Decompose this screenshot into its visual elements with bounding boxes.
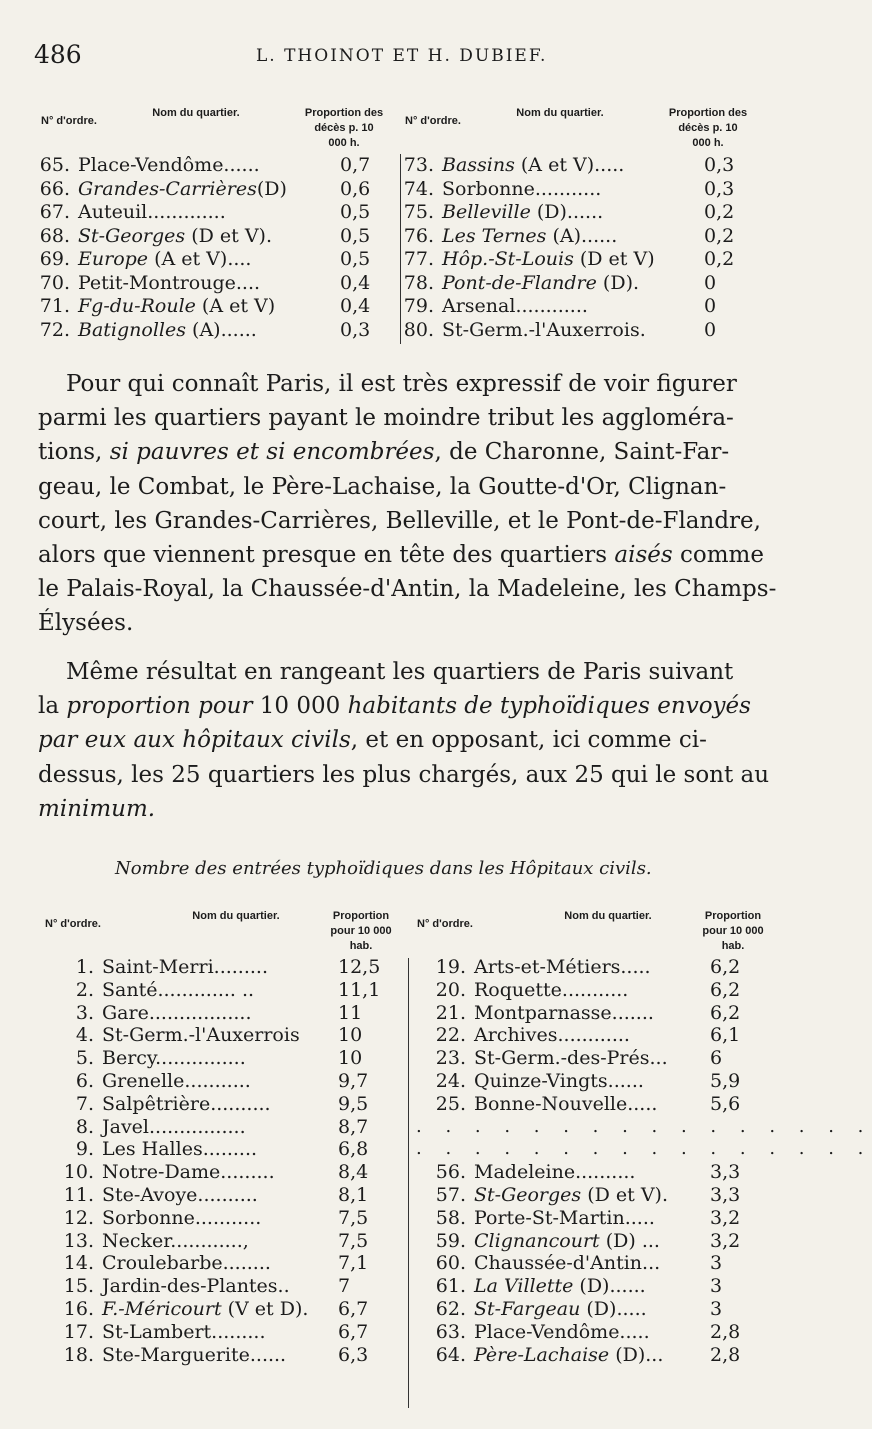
proportion-value: 10 <box>338 1024 363 1047</box>
text-line: minimum. <box>38 795 156 822</box>
row-number: 14. <box>63 1252 94 1275</box>
row-number: 65. <box>39 154 70 176</box>
row-number: 72. <box>39 318 70 341</box>
proportion-value: 9,7 <box>338 1070 369 1092</box>
quartier-name: Père-Lachaise (D)... <box>474 1343 664 1366</box>
quartier-name: Montparnasse....... <box>474 1001 654 1024</box>
row-number: 24. <box>435 1070 466 1092</box>
table-caption: Nombre des entrées typhoïdiques dans les Hôpitaux civils. <box>115 858 652 879</box>
proportion-value: 0 <box>704 295 717 317</box>
quartier-name: Jardin-des-Plantes.. <box>102 1275 290 1298</box>
proportion-value: 3 <box>710 1275 723 1298</box>
proportion-value: 5,9 <box>710 1070 741 1092</box>
row-number: 76. <box>403 224 434 247</box>
quartier-name: Sorbonne........... <box>102 1206 262 1229</box>
proportion-value: 3 <box>710 1298 723 1320</box>
row-number: 18. <box>63 1343 94 1366</box>
proportion-value: 0,5 <box>340 224 371 247</box>
quartier-name: Bonne-Nouvelle..... <box>474 1092 658 1115</box>
row-number: 59. <box>435 1229 466 1252</box>
proportion-value: 7,1 <box>338 1252 369 1275</box>
text-line: alors que viennent presque en tête des quartiers aisés comme <box>38 541 764 568</box>
row-number: 1. <box>75 956 94 978</box>
row-number: 8. <box>75 1115 94 1138</box>
row-number: 16. <box>63 1298 94 1320</box>
proportion-value: 6,7 <box>338 1320 369 1343</box>
row-number: 6. <box>75 1070 94 1092</box>
quartier-name: Petit-Montrouge.... <box>78 271 261 294</box>
quartier-name: F.-Méricourt (V et D). <box>102 1298 309 1320</box>
proportion-value: 0,3 <box>340 318 371 341</box>
row-number: 74. <box>403 177 434 200</box>
row-number: 23. <box>435 1047 466 1070</box>
proportion-value: 10 <box>338 1047 363 1070</box>
quartier-name: St-Germ.-l'Auxerrois <box>102 1024 300 1047</box>
proportion-value: 7,5 <box>338 1229 369 1252</box>
text-line: Élysées. <box>38 610 134 637</box>
row-number: 80. <box>403 318 434 341</box>
row-number: 60. <box>435 1252 466 1275</box>
header-name: Nom du quartier. <box>516 107 604 119</box>
row-number: 58. <box>435 1206 466 1229</box>
quartier-name: Arsenal............ <box>442 295 588 317</box>
proportion-value: 8,4 <box>338 1161 369 1184</box>
quartier-name: Chaussée-d'Antin... <box>474 1252 661 1275</box>
proportion-value: 0,5 <box>340 201 371 223</box>
proportion-value: 3 <box>710 1252 723 1275</box>
quartier-name: Notre-Dame......... <box>102 1161 275 1184</box>
proportion-value: 2,8 <box>710 1320 741 1343</box>
quartier-name: Madeleine.......... <box>474 1161 636 1184</box>
proportion-value: 3,2 <box>710 1229 741 1252</box>
quartier-name: Belleville (D)...... <box>442 201 604 223</box>
header-proportion: Proportion des décès p. 10 000 h. <box>304 107 384 149</box>
quartier-name: Bassins (A et V)..... <box>442 154 625 176</box>
quartier-name: Auteuil............. <box>78 201 226 223</box>
quartier-name: Javel................ <box>102 1115 246 1138</box>
quartier-name: Hôp.-St-Louis (D et V) <box>442 248 655 270</box>
proportion-value: 0,4 <box>340 271 371 294</box>
row-number: 15. <box>63 1275 94 1298</box>
row-number: 17. <box>63 1320 94 1343</box>
quartier-name: Santé............. .. <box>102 978 255 1001</box>
row-number: 73. <box>403 154 434 176</box>
text-line: Pour qui connaît Paris, il est très expressif de voir figurer <box>66 371 737 397</box>
quartier-name: Clignancourt (D) ... <box>474 1229 660 1252</box>
row-number: 21. <box>435 1001 466 1024</box>
table-deaths <box>36 84 766 354</box>
proportion-value: 0,6 <box>340 177 371 200</box>
quartier-name: Les Halles......... <box>102 1138 258 1161</box>
quartier-name: Croulebarbe........ <box>102 1252 271 1275</box>
quartier-name: Arts-et-Métiers..... <box>474 956 651 978</box>
header-number: N° d'ordre. <box>41 115 97 127</box>
row-number: 12. <box>63 1206 94 1229</box>
quartier-name: Place-Vendôme...... <box>78 154 260 176</box>
header-name: Nom du quartier. <box>564 910 652 922</box>
row-number: 19. <box>435 956 466 978</box>
proportion-value: 6,2 <box>710 956 741 978</box>
quartier-name: St-Georges (D et V). <box>78 224 272 247</box>
proportion-value: 12,5 <box>338 956 381 978</box>
row-number: 61. <box>435 1275 466 1298</box>
ellipsis-row: . . . . . . . . . . . . . . . . <box>416 1138 872 1160</box>
quartier-name: Archives............ <box>474 1024 630 1047</box>
proportion-value: 2,8 <box>710 1343 741 1366</box>
proportion-value: 7 <box>338 1275 351 1298</box>
quartier-name: Roquette........... <box>474 978 629 1001</box>
row-number: 9. <box>75 1138 94 1161</box>
quartier-name: Grenelle........... <box>102 1070 251 1092</box>
row-number: 67. <box>39 201 70 223</box>
quartier-name: St-Germ.-des-Prés... <box>474 1047 668 1070</box>
table-hospital-entries <box>36 890 872 1410</box>
proportion-value: 11 <box>338 1001 363 1024</box>
row-number: 62. <box>435 1298 466 1320</box>
row-number: 66. <box>39 177 70 200</box>
row-number: 64. <box>435 1343 466 1366</box>
quartier-name: St-Georges (D et V). <box>474 1184 668 1206</box>
row-number: 13. <box>63 1229 94 1252</box>
header-proportion: Proportion des décès p. 10 000 h. <box>668 107 748 149</box>
quartier-name: Europe (A et V).... <box>78 248 252 270</box>
row-number: 11. <box>63 1184 94 1206</box>
proportion-value: 0,3 <box>704 154 735 176</box>
quartier-name: Fg-du-Roule (A et V) <box>78 295 276 317</box>
paragraph-1 <box>38 367 777 641</box>
text-line: parmi les quartiers payant le moindre tribut les aggloméra- <box>38 405 734 432</box>
proportion-value: 0 <box>704 271 717 294</box>
proportion-value: 3,3 <box>710 1161 741 1184</box>
proportion-value: 0,2 <box>704 248 735 270</box>
proportion-value: 0 <box>704 318 717 341</box>
proportion-value: 0,5 <box>340 248 371 270</box>
row-number: 5. <box>75 1047 94 1070</box>
proportion-value: 7,5 <box>338 1206 369 1229</box>
header-name: Nom du quartier. <box>152 107 240 119</box>
text-line: Même résultat en rangeant les quartiers de Paris suivant <box>66 659 734 685</box>
quartier-name: Place-Vendôme..... <box>474 1320 650 1343</box>
text-line: par eux aux hôpitaux civils, et en opposant, ici comme ci- <box>38 727 707 754</box>
quartier-name: Sorbonne........... <box>442 177 602 200</box>
quartier-name: Gare................. <box>102 1001 252 1024</box>
row-number: 70. <box>39 271 70 294</box>
quartier-name: Quinze-Vingts...... <box>474 1070 644 1092</box>
row-number: 68. <box>39 224 70 247</box>
row-number: 3. <box>75 1001 94 1024</box>
paragraph-2 <box>38 655 770 826</box>
row-number: 56. <box>435 1161 466 1184</box>
row-number: 69. <box>39 248 70 270</box>
row-number: 77. <box>403 248 434 270</box>
row-number: 79. <box>403 295 434 317</box>
quartier-name: Grandes-Carrières(D) <box>78 177 287 200</box>
proportion-value: 0,2 <box>704 201 735 223</box>
quartier-name: Bercy............... <box>102 1047 246 1070</box>
proportion-value: 3,3 <box>710 1184 741 1206</box>
proportion-value: 6,8 <box>338 1138 369 1161</box>
proportion-value: 0,3 <box>704 177 735 200</box>
quartier-name: Salpêtrière.......... <box>102 1092 271 1115</box>
header-number: N° d'ordre. <box>405 115 461 127</box>
text-line: geau, le Combat, le Père-Lachaise, la Goutte-d'Or, Clignan- <box>38 473 727 500</box>
page-number: 486 <box>34 40 82 69</box>
header-name: Nom du quartier. <box>192 910 280 922</box>
quartier-name: Batignolles (A)...... <box>78 318 257 341</box>
quartier-name: La Villette (D)...... <box>474 1275 646 1298</box>
proportion-value: 0,2 <box>704 224 735 247</box>
header-proportion: Proportion pour 10 000 hab. <box>702 910 764 952</box>
row-number: 78. <box>403 271 434 294</box>
row-number: 7. <box>75 1092 94 1115</box>
proportion-value: 8,1 <box>338 1184 369 1206</box>
page-header <box>34 40 770 76</box>
quartier-name: Necker............, <box>102 1229 249 1252</box>
proportion-value: 6,2 <box>710 978 741 1001</box>
row-number: 10. <box>63 1161 94 1184</box>
text-line: court, les Grandes-Carrières, Belleville, et le Pont-de-Flandre, <box>38 507 761 534</box>
quartier-name: Les Ternes (A)...... <box>442 224 618 247</box>
proportion-value: 6,2 <box>710 1001 741 1024</box>
quartier-name: Ste-Avoye.......... <box>102 1184 258 1206</box>
text-line: la proportion pour 10 000 habitants de typhoïdiques envoyés <box>38 693 751 720</box>
quartier-name: Pont-de-Flandre (D). <box>442 271 640 294</box>
proportion-value: 6 <box>710 1047 723 1070</box>
proportion-value: 11,1 <box>338 978 381 1001</box>
proportion-value: 6,7 <box>338 1298 369 1320</box>
ellipsis-row: . . . . . . . . . . . . . . . . <box>416 1115 872 1137</box>
text-line: tions, si pauvres et si encombrées, de Charonne, Saint-Far- <box>38 439 730 466</box>
row-number: 57. <box>435 1184 466 1206</box>
row-number: 71. <box>39 295 70 317</box>
row-number: 75. <box>403 201 434 223</box>
row-number: 2. <box>75 978 94 1001</box>
header-proportion: Proportion pour 10 000 hab. <box>330 910 392 952</box>
row-number: 22. <box>435 1024 466 1047</box>
header-number: N° d'ordre. <box>417 918 473 930</box>
proportion-value: 5,6 <box>710 1092 741 1115</box>
row-number: 4. <box>75 1024 94 1047</box>
proportion-value: 6,1 <box>710 1024 741 1047</box>
proportion-value: 6,3 <box>338 1343 369 1366</box>
quartier-name: Saint-Merri......... <box>102 956 269 978</box>
text-line: dessus, les 25 quartiers les plus chargés, aux 25 qui le sont au <box>38 761 770 788</box>
proportion-value: 8,7 <box>338 1115 369 1138</box>
quartier-name: St-Germ.-l'Auxerrois. <box>442 318 646 341</box>
text-line: le Palais-Royal, la Chaussée-d'Antin, la Madeleine, les Champs- <box>38 576 777 603</box>
header-number: N° d'ordre. <box>45 918 101 930</box>
proportion-value: 9,5 <box>338 1092 369 1115</box>
quartier-name: Ste-Marguerite...... <box>102 1343 287 1366</box>
proportion-value: 0,7 <box>340 154 371 176</box>
row-number: 20. <box>435 978 466 1001</box>
proportion-value: 0,4 <box>340 295 371 317</box>
quartier-name: St-Lambert......... <box>102 1320 266 1343</box>
row-number: 25. <box>435 1092 466 1115</box>
row-number: 63. <box>435 1320 466 1343</box>
quartier-name: St-Fargeau (D)..... <box>474 1298 647 1320</box>
proportion-value: 3,2 <box>710 1206 741 1229</box>
running-title: L. THOINOT ET H. DUBIEF. <box>256 46 548 66</box>
quartier-name: Porte-St-Martin..... <box>474 1206 655 1229</box>
